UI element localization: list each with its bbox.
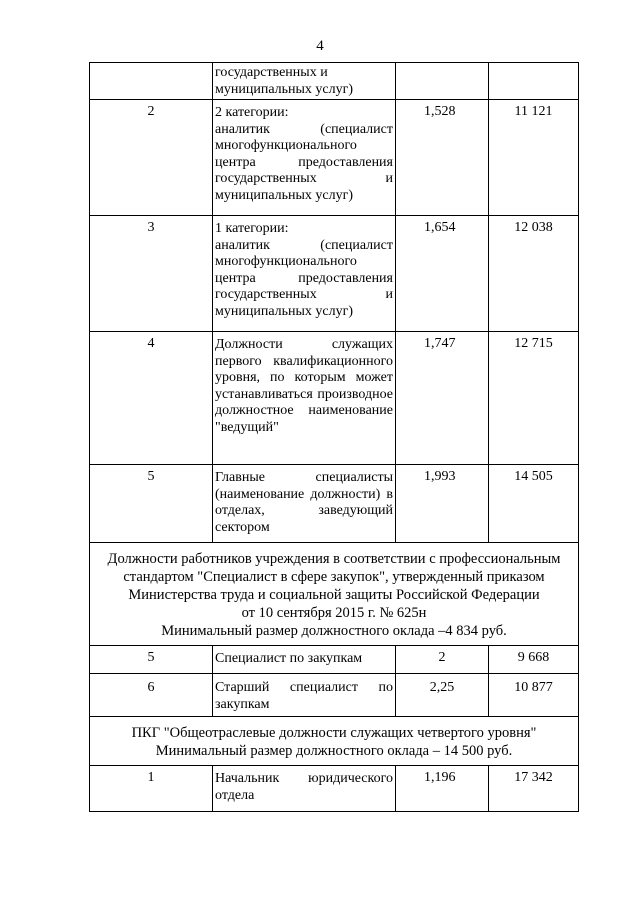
position-description [213,100,396,216]
description-line: 2 категории: [215,105,289,120]
row-number: 6 [90,674,213,717]
row-number: 5 [90,465,213,543]
table-row [90,646,579,674]
description-line: Должности служащих первого квалификационного уровня, по которым может устанавливаться производное должностное наименование "ведущий" [215,337,393,435]
table-row [90,332,579,465]
coefficient-cell [396,63,489,100]
table-row [90,100,579,216]
position-description: Старший специалист по закупкам [213,674,396,717]
section-line: от 10 сентября 2015 г. № 625н [241,605,427,621]
position-description [213,332,396,465]
section-line: Министерства труда и социальной защиты Российской Федерации [128,587,540,603]
table-row [90,674,579,717]
salary-cell: 17 342 [489,766,579,812]
salary-cell: 14 505 [489,465,579,543]
section-line: стандартом "Специалист в сфере закупок", утвержденный приказом [123,569,545,585]
position-description [213,63,396,100]
salary-table [89,62,579,812]
description-line: государственных и [215,65,328,80]
section-line: Минимальный размер должностного оклада – 14 500 руб. [155,743,513,759]
description-line: аналитик (специалист многофункционального центра предоставления государственных и муниципальных услуг) [215,237,393,319]
description-line: Главные специалисты (наименование должности) в отделах, заведующий сектором [215,470,393,535]
coefficient-cell: 1,528 [396,100,489,216]
table-row [90,465,579,543]
row-number [90,63,213,100]
salary-cell [489,63,579,100]
description-line: аналитик (специалист многофункционального центра предоставления государственных и муниципальных услуг) [215,121,393,203]
position-description [213,465,396,543]
coefficient-cell: 2,25 [396,674,489,717]
row-number: 4 [90,332,213,465]
position-description: Специалист по закупкам [213,646,396,674]
salary-cell: 9 668 [489,646,579,674]
section-line: Должности работников учреждения в соответствии с профессиональным [107,551,561,567]
row-number: 5 [90,646,213,674]
section-header [90,543,579,646]
section-header-row [90,543,579,646]
position-description [213,216,396,332]
row-number: 3 [90,216,213,332]
row-number: 1 [90,766,213,812]
salary-cell: 10 877 [489,674,579,717]
section-header [90,717,579,766]
salary-cell: 12 038 [489,216,579,332]
section-header-row [90,717,579,766]
position-description: Начальник юридического отдела [213,766,396,812]
coefficient-cell: 1,196 [396,766,489,812]
description-line: муниципальных услуг) [215,81,354,97]
table-row [90,216,579,332]
salary-cell: 11 121 [489,100,579,216]
coefficient-cell: 2 [396,646,489,674]
table-row [90,63,579,100]
section-line: Минимальный размер должностного оклада –4 834 руб. [161,623,507,639]
coefficient-cell: 1,747 [396,332,489,465]
section-line: ПКГ "Общеотраслевые должности служащих четвертого уровня" [131,725,537,741]
table-row [90,766,579,812]
coefficient-cell: 1,993 [396,465,489,543]
salary-cell: 12 715 [489,332,579,465]
page-number: 4 [316,38,324,54]
description-line: 1 категории: [215,221,289,236]
row-number: 2 [90,100,213,216]
coefficient-cell: 1,654 [396,216,489,332]
